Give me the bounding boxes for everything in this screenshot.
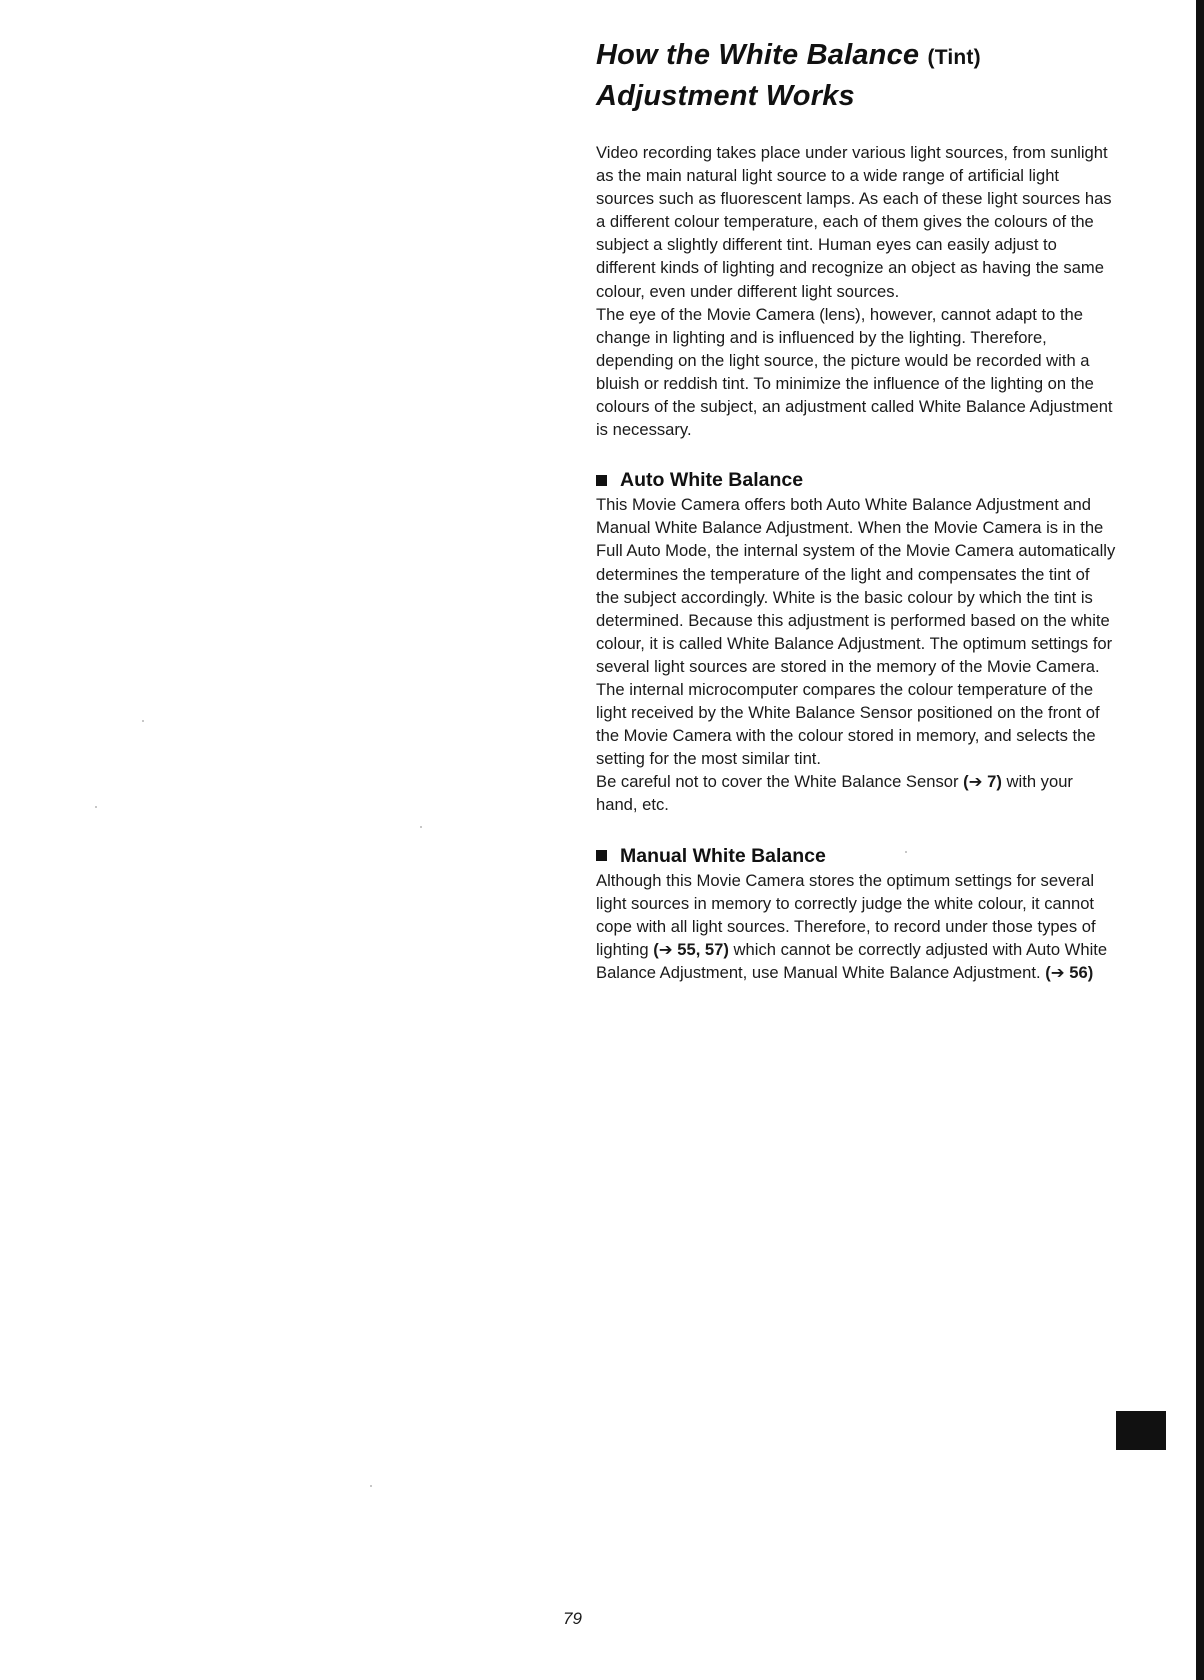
- manual-paragraph: [596, 869, 1116, 984]
- square-bullet-icon: [596, 475, 607, 486]
- auto-heading-text: Auto White Balance: [620, 469, 804, 492]
- main-content: [596, 36, 1116, 984]
- auto-paragraph-2: [596, 770, 1116, 816]
- square-bullet-icon: [596, 850, 607, 861]
- page-ref-55-57: (➔ 55, 57): [653, 939, 729, 959]
- title-line-1: How the White Balance: [596, 39, 920, 71]
- scan-speck: [95, 806, 97, 808]
- page-number: 79: [563, 1609, 582, 1628]
- auto-white-balance-heading: [596, 467, 1116, 493]
- intro-paragraph-2: The eye of the Movie Camera (lens), however, cannot adapt to the change in lighting and is influenced by the lighting. Therefore, depending on the light source, the picture would be recorded with a bluish or reddish tint. To minimize the influence of the lighting on the colours of the subject, an adjustment called White Balance Adjustment is necessary.: [596, 304, 1113, 440]
- page-title: [596, 36, 1116, 115]
- manual-text-middle: which cannot be correctly adjusted with Auto White Balance Adjustment, use Manual White Balance Adjustment.: [596, 939, 1108, 982]
- page-edge-bar: [1196, 0, 1204, 1680]
- section-thumb-tab: [1116, 1411, 1166, 1450]
- page-ref-7: (➔ 7): [963, 772, 1002, 792]
- manual-white-balance-heading: [596, 843, 1116, 869]
- auto-paragraph-1: This Movie Camera offers both Auto White Balance Adjustment and Manual White Balance Adjustment. When the Movie Camera is in the Full Auto Mode, the internal system of the Movie Camera automatically determines the temperature of the light and compensates the tint of the subject accordingly. White is the basic colour by which the tint is determined. Because this adjustment is performed based on the white colour, it is called White Balance Adjustment. The optimum settings for several light sources are stored in the memory of the Movie Camera. The internal microcomputer compares the colour temperature of the light received by the White Balance Sensor positioned on the front of the Movie Camera with the colour stored in memory, and selects the setting for the most similar tint.: [596, 495, 1116, 769]
- title-tint-label: (Tint): [927, 46, 981, 69]
- manual-white-balance-section: [596, 843, 1116, 984]
- page-ref-56: (➔ 56): [1045, 962, 1094, 982]
- auto-p2-text-before: Be careful not to cover the White Balance Sensor: [596, 772, 959, 792]
- scan-speck: [142, 720, 144, 722]
- auto-p2-text-after: with your hand, etc.: [596, 772, 1073, 815]
- manual-heading-text: Manual White Balance: [620, 844, 826, 867]
- title-line-2: Adjustment Works: [596, 80, 855, 112]
- scan-speck: [420, 826, 422, 828]
- scan-speck: [370, 1485, 372, 1487]
- intro-section: [596, 141, 1116, 441]
- manual-text-before: Although this Movie Camera stores the optimum settings for several light sources in memory to correctly judge the white colour, it cannot cope with all light sources. Therefore, to record under those types of lighting: [596, 870, 1096, 959]
- intro-paragraph-1: Video recording takes place under various light sources, from sunlight as the main natural light source to a wide range of artificial light sources such as fluorescent lamps. As each of these light sources has a different colour temperature, each of them gives the colours of the subject a slightly different tint. Human eyes can easily adjust to different kinds of lighting and recognize an object as having the same colour, even under different light sources.: [596, 143, 1112, 301]
- auto-white-balance-section: [596, 467, 1116, 816]
